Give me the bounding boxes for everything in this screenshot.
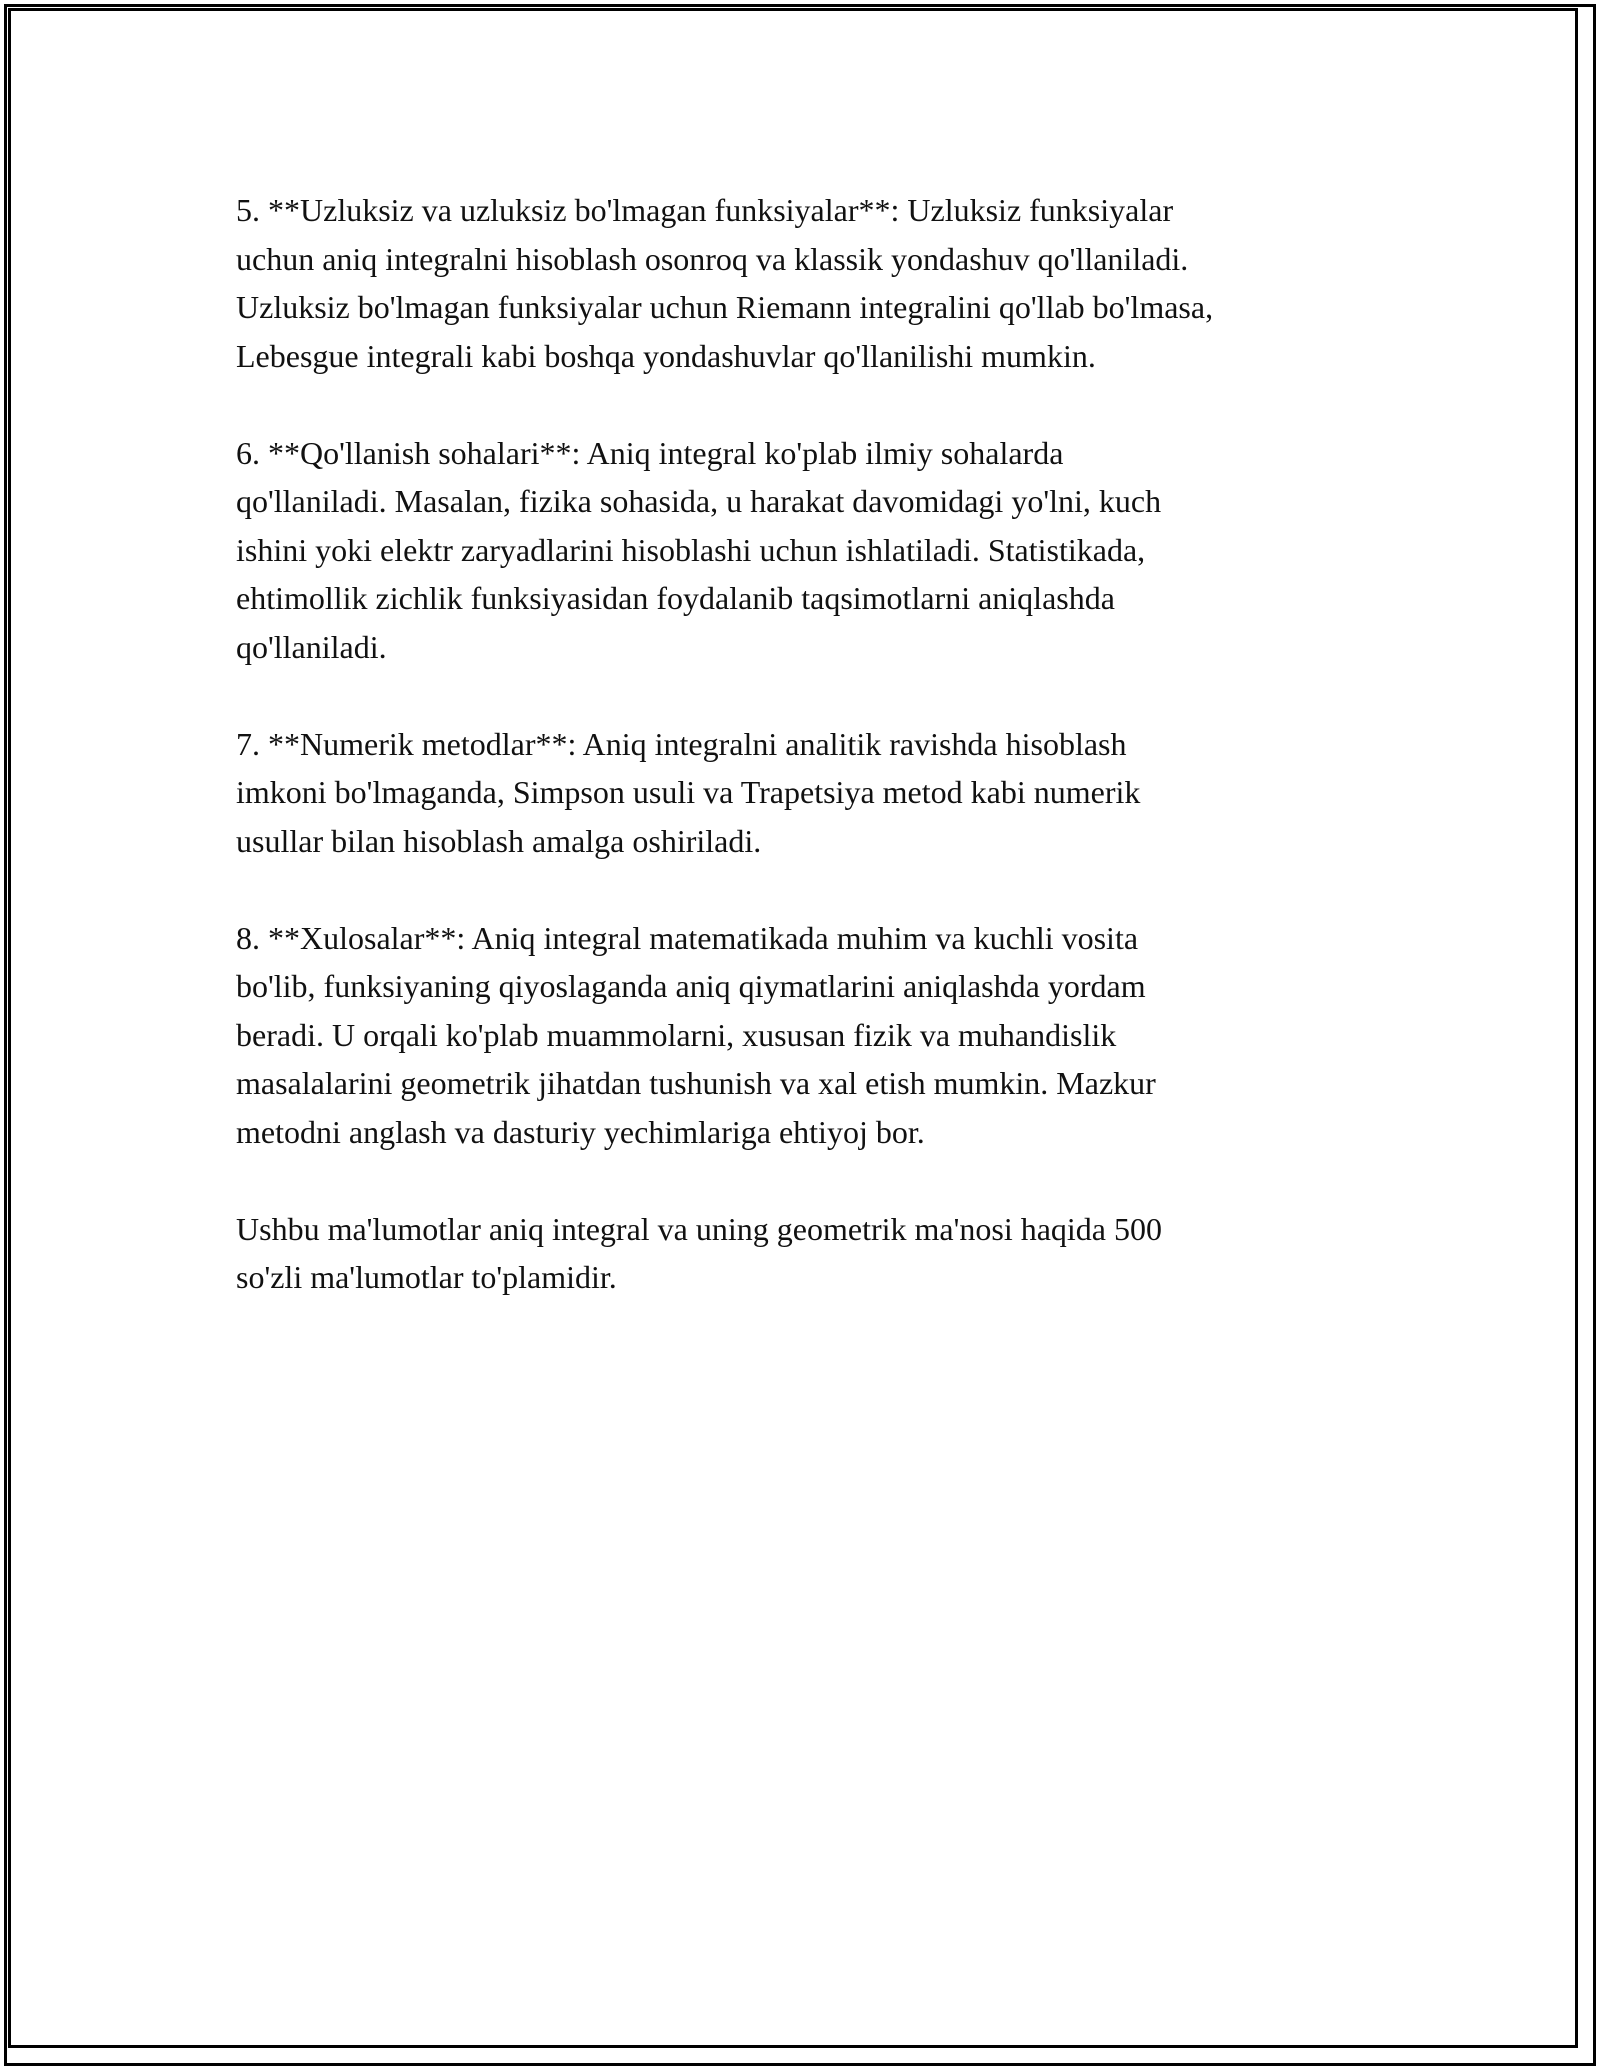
paragraph-conclusions: 8. **Xulosalar**: Aniq integral matematikada muhim va kuchli vosita bo'lib, funksiyaning qiyoslaganda aniq qiymatlarini aniqlashda yordam beradi. U orqali ko'plab muammolarni, xususan fizik va muhandislik masalalarini geometrik jihatdan tushunish va xal etish mumkin. Mazkur metodni anglash va dasturiy yechimlariga ehtiyoj bor. — [236, 919, 1156, 1150]
paragraph-numerical-methods: 7. **Numerik metodlar**: Aniq integralni analitik ravishda hisoblash imkoni bo'lmaganda, Simpson usuli va Trapetsiya metod kabi numerik usullar bilan hisoblash amalga oshiriladi. — [236, 725, 1141, 859]
paragraph-applications: 6. **Qo'llanish sohalari**: Aniq integral ko'plab ilmiy sohalarda qo'llaniladi. Masalan, fizika sohasida, u harakat davomidagi yo'lni, kuch ishini yoki elektr zaryadlarini hisoblashi uchun ishlatiladi. Statistikada, ehtimollik zichlik funksiyasidan foydalanib taqsimotlarni aniqlashda qo'llaniladi. — [236, 434, 1162, 665]
document-body — [236, 186, 1386, 1302]
paragraph-continuity: 5. **Uzluksiz va uzluksiz bo'lmagan funksiyalar**: Uzluksiz funksiyalar uchun aniq integralni hisoblash osonroq va klassik yondashuv qo'llaniladi. Uzluksiz bo'lmagan funksiyalar uchun Riemann integralini qo'llab bo'lmasa, Lebesgue integrali kabi boshqa yondashuvlar qo'llanilishi mumkin. — [236, 192, 1214, 374]
paragraph-summary: Ushbu ma'lumotlar aniq integral va uning geometrik ma'nosi haqida 500 so'zli ma'lumotlar to'plamidir. — [236, 1210, 1162, 1295]
